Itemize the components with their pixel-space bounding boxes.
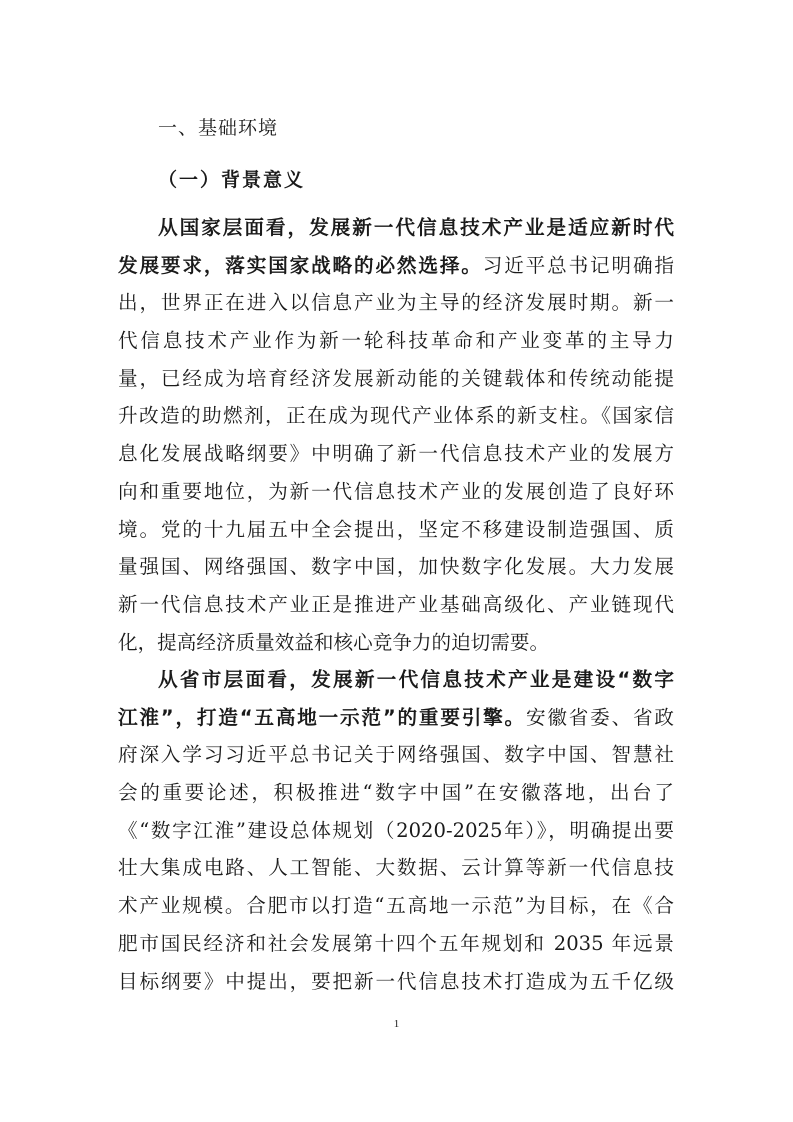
paragraph-line: 从省市层面看，发展新一代信息技术产业是建设“数字 [158, 668, 674, 691]
paragraph-line: 从国家层面看，发展新一代信息技术产业是适应新时代 [158, 216, 674, 239]
paragraph-line: 江淮”，打造“五高地一示范”的重要引擎。安徽省委、省政 [118, 705, 674, 729]
paragraph-provincial-level [118, 661, 674, 1000]
paragraph-line: 发展要求，落实国家战略的必然选择。习近平总书记明确指 [118, 253, 674, 277]
paragraph-line: 量强国、网络强国、数字中国，加快数字化发展。大力发展 [118, 555, 674, 579]
paragraph-line: 境。党的十九届五中全会提出，坚定不移建设制造强国、质 [118, 517, 674, 541]
paragraph-line: 新一代信息技术产业正是推进产业基础高级化、产业链现代 [118, 592, 674, 616]
paragraph-line: 化，提高经济质量效益和核心竞争力的迫切需要。 [118, 630, 550, 654]
paragraph-line: 向和重要地位，为新一代信息技术产业的发展创造了良好环 [118, 479, 674, 503]
paragraph-national-level [118, 209, 674, 661]
paragraph-line: 目标纲要》中提出，要把新一代信息技术打造成为五千亿级 [118, 969, 674, 993]
paragraph-line: 代信息技术产业作为新一轮科技革命和产业变革的主导力 [118, 329, 674, 353]
subsection-heading: （一）背景意义 [158, 169, 306, 191]
paragraph-line: 升改造的助燃剂，正在成为现代产业体系的新支柱。《国家信 [118, 404, 674, 428]
paragraph-line: 壮大集成电路、人工智能、大数据、云计算等新一代信息技 [118, 856, 674, 880]
paragraph-line: 肥市国民经济和社会发展第十四个五年规划和 2035 年远景 [118, 931, 674, 955]
paragraph-line: 《“数字江淮”建设总体规划（2020-2025年）》，明确提出要 [118, 818, 674, 842]
paragraph-line: 息化发展战略纲要》中明确了新一代信息技术产业的发展方 [118, 442, 674, 466]
section-heading: 一、基础环境 [158, 117, 279, 139]
paragraph-line: 量，已经成为培育经济发展新动能的关键载体和传统动能提 [118, 366, 674, 390]
paragraph-line: 出，世界正在进入以信息产业为主导的经济发展时期。新一 [118, 291, 674, 315]
paragraph-line: 会的重要论述，积极推进“数字中国”在安徽落地，出台了 [118, 781, 674, 805]
page-number: 1 [393, 1018, 400, 1030]
paragraph-line: 府深入学习习近平总书记关于网络强国、数字中国、智慧社 [118, 743, 674, 767]
paragraph-line: 术产业规模。合肥市以打造“五高地一示范”为目标，在《合 [118, 894, 674, 918]
